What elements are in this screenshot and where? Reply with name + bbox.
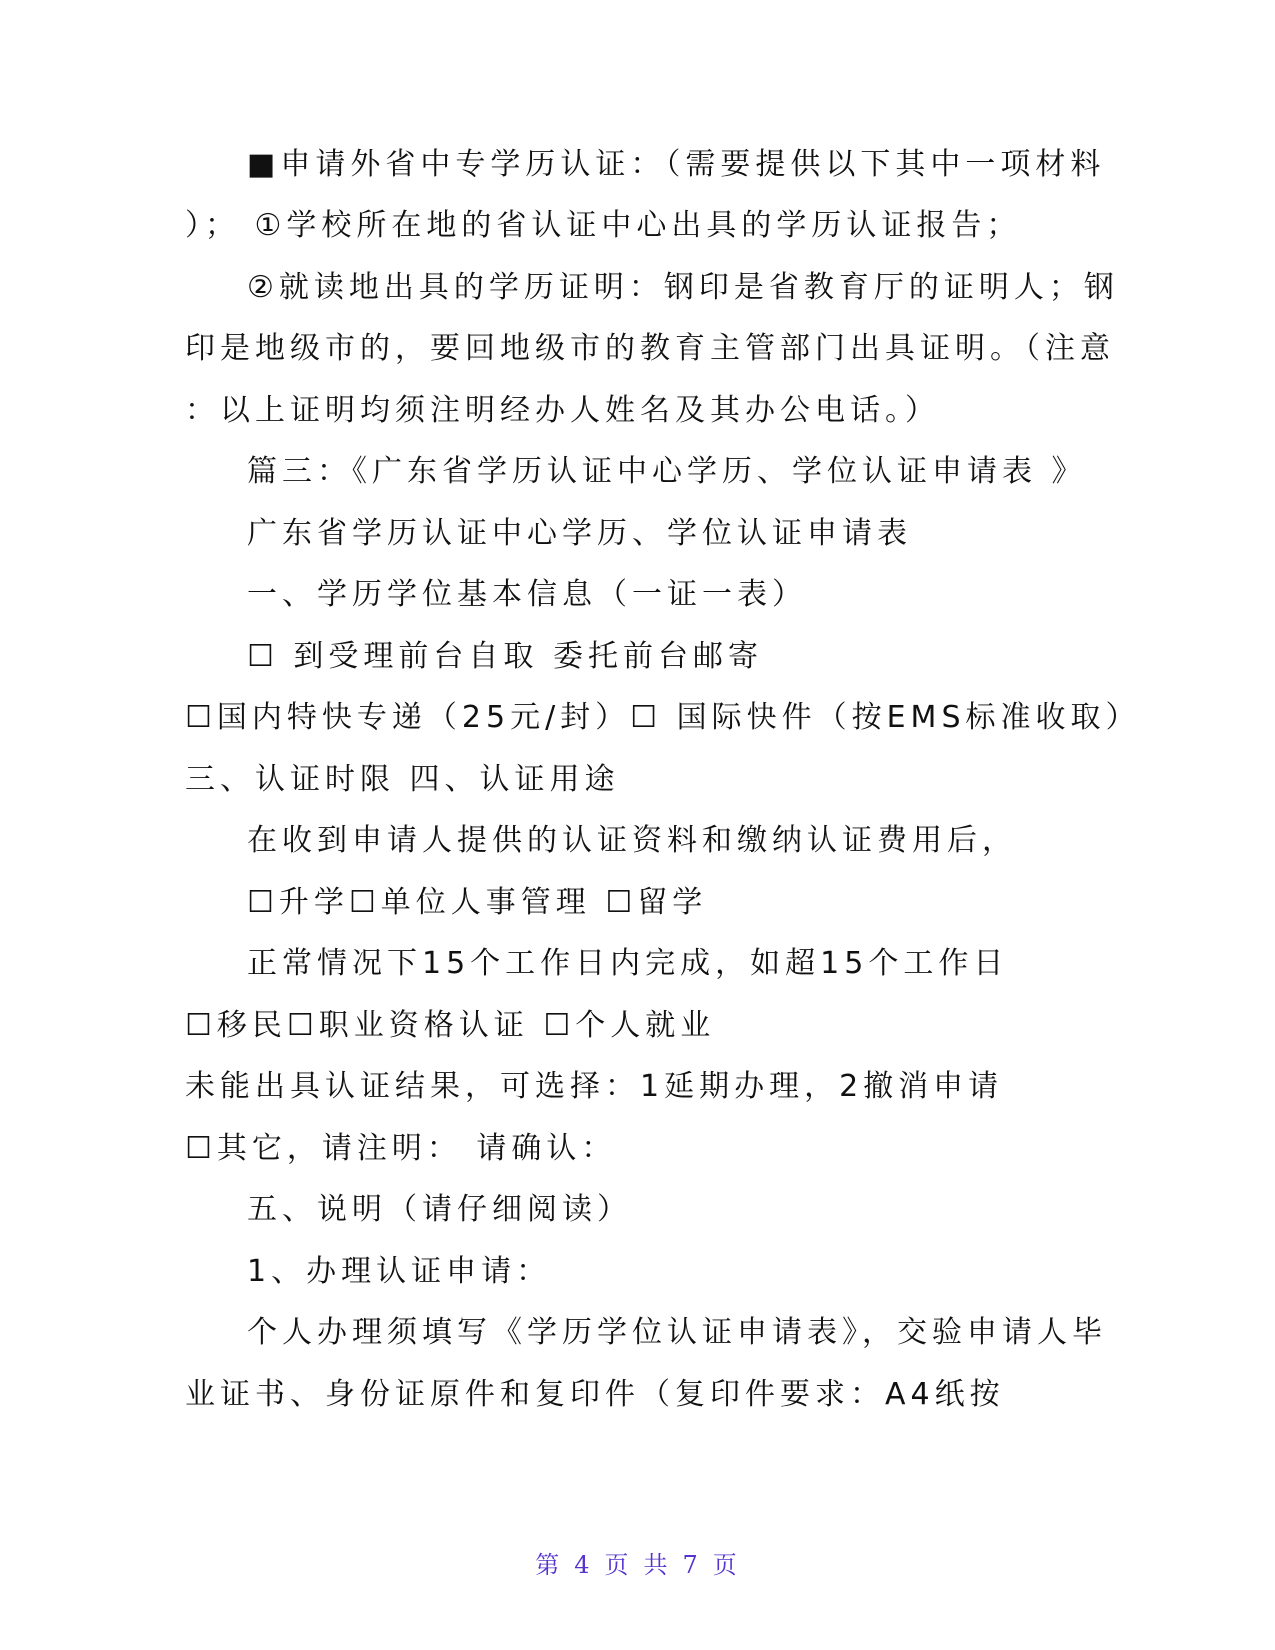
text-line: 正常情况下15个工作日内完成，如超15个工作日 (247, 946, 1009, 981)
text-line: ☐移民☐职业资格认证 ☐个人就业 (185, 1008, 716, 1043)
section-heading: 五、说明（请仔细阅读） (247, 1192, 632, 1227)
page-number: 4 (574, 1551, 593, 1579)
text-line: ☐ 到受理前台自取 委托前台邮寄 (247, 639, 763, 674)
section-heading: 一、学历学位基本信息（一证一表） (247, 577, 807, 612)
total-pages: 7 (682, 1551, 701, 1579)
text-line: 业证书、身份证原件和复印件（复印件要求：A4纸按 (185, 1377, 1005, 1412)
total-label: 共 (643, 1551, 671, 1579)
text-line: 个人办理须填写《学历学位认证申请表》，交验申请人毕 (247, 1315, 1107, 1350)
page-footer (0, 1545, 1275, 1580)
text-line: 未能出具认证结果，可选择：1延期办理，2撤消申请 (185, 1069, 1004, 1104)
text-line: 在收到申请人提供的认证资料和缴纳认证费用后， (247, 823, 1017, 858)
total-unit: 页 (712, 1551, 740, 1579)
text-line: ☐升学☐单位人事管理 ☐留学 (247, 885, 708, 920)
text-line: ■申请外省中专学历认证：（需要提供以下其中一项材料 (247, 147, 1106, 182)
text-line: 篇三：《广东省学历认证中心学历、学位认证申请表 》 (247, 454, 1087, 489)
text-line: ☐其它，请注明： 请确认： (185, 1131, 617, 1166)
text-line: 广东省学历认证中心学历、学位认证申请表 (247, 516, 912, 551)
text-line: ）； ①学校所在地的省认证中心出具的学历认证报告； (185, 208, 1022, 243)
text-line: 印是地级市的，要回地级市的教育主管部门出具证明。（注意 (185, 331, 1115, 366)
text-line: ☐国内特快专递（25元/封）☐ 国际快件（按EMS标准收取） (185, 700, 1141, 735)
text-line: ：以上证明均须注明经办人姓名及其办公电话。） (185, 393, 940, 428)
page-unit: 页 (604, 1551, 632, 1579)
text-line: 1、办理认证申请： (247, 1254, 552, 1289)
text-line: ②就读地出具的学历证明：钢印是省教育厅的证明人；钢 (247, 270, 1119, 305)
page-label: 第 (535, 1551, 563, 1579)
section-heading: 三、认证时限 四、认证用途 (185, 762, 620, 797)
